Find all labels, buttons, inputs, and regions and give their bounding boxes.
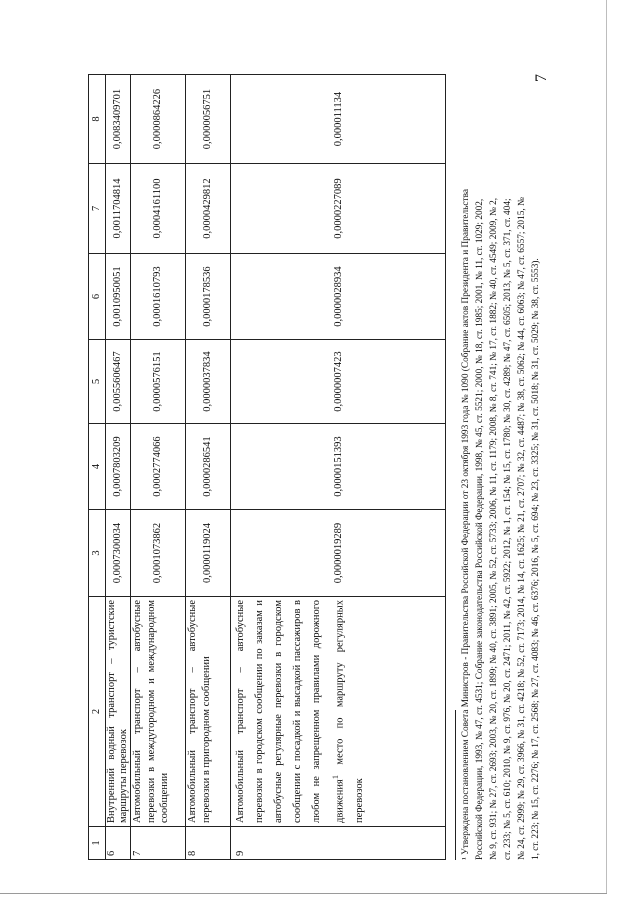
header-cell: 7 (89, 164, 106, 254)
footnote-line: Российской Федерации, 1993, № 47, ст. 4531; Собрание законодательства Российской Федерации, 1998, № 45, ст. 5521; 2000, № 18, ст. 1985; 2001, № 11, ст. 1029; 2002, (475, 198, 485, 860)
value-cell: 0,0000576151 (131, 340, 186, 424)
value-cell: 0,0000864226 (131, 75, 186, 164)
table-row (106, 75, 131, 860)
header-cell: 8 (89, 75, 106, 164)
row-description: Автомобильный транспорт – автобусные перевозки в междугородном и международном сообщении (131, 597, 186, 827)
row-description-text-end: место по маршруту регулярных перевозок (334, 600, 365, 823)
footnote-separator (455, 710, 456, 860)
value-cell: 0,0000178536 (186, 254, 231, 340)
value-cell: 0,0000151393 (231, 424, 446, 510)
value-cell: 0,0007803209 (106, 424, 131, 510)
footnote-line: № 9, ст. 931; № 27, ст. 2693; 2003, № 20, ст. 1899; № 40, ст. 3891; 2005, № 52, ст. 5733; 2006, № 11, ст. 1179; 2008, № 8, ст. 741; № 17, ст. 1882; № 40, ст. 4549; 2009, № 2, (489, 197, 499, 860)
value-cell: 0,0000056751 (186, 75, 231, 164)
page-number: 7 (533, 74, 550, 82)
row-number: 7 (131, 827, 186, 860)
value-cell: 0,000011134 (231, 75, 446, 164)
footnote-ref: 1 (330, 774, 340, 780)
value-cell: 0,0001610793 (131, 254, 186, 340)
header-cell: 4 (89, 424, 106, 510)
value-cell: 0,0011704814 (106, 164, 131, 254)
header-cell: 5 (89, 340, 106, 424)
row-description: Внутренний водный транспорт – туристские маршруты перевозок (106, 597, 131, 827)
footnote-line: ¹ Утверждена постановлением Совета Министров - Правительства Российской Федерации от 23 октября 1993 года № 1090 (Собрание актов Президента и Правительства (461, 189, 471, 860)
header-cell: 3 (89, 510, 106, 597)
page-edge-right (606, 0, 607, 893)
row-description (231, 597, 446, 827)
row-number: 6 (106, 827, 131, 860)
value-cell: 0,0000037834 (186, 340, 231, 424)
footnote-line: ст. 233; № 5, ст. 610; 2010, № 9, ст. 976, № 20, ст. 2471; 2011, № 42, ст. 5922; 2012, № 1, ст. 154; № 15, ст. 1780; № 30, ст. 4289; № 47, ст. 6505; 2013, № 5, ст. 371, ст. 404; (503, 198, 513, 860)
value-cell: 0,0001073862 (131, 510, 186, 597)
footnote-line: 1, ст. 223; № 15, ст. 2276; № 17, ст. 2568; № 27, ст. 4083; № 46, ст. 6376; 2016, № 5, ст. 694; № 23, ст. 3325; № 31, ст. 5018; № 31, ст. 5029; № 38, ст. 5553). (531, 258, 541, 860)
value-cell: 0,0010950051 (106, 254, 131, 340)
footnote-line: № 24, ст. 2999; № 29, ст. 3966, № 31, ст. 4218; № 52, ст. 7173; 2014, № 14, ст. 1625; № 21, ст. 2707; № 32, ст. 4487; № 38, ст. 5062; № 44, ст. 6063; № 47, ст. 6557; 2015, № (517, 197, 527, 860)
value-cell: 0,0007300034 (106, 510, 131, 597)
footnote (459, 75, 543, 860)
value-cell: 0,0004161100 (131, 164, 186, 254)
rotated-page-content (75, 60, 565, 870)
value-cell: 0,0083409701 (106, 75, 131, 164)
table-row (131, 75, 186, 860)
value-cell: 0,0000007423 (231, 340, 446, 424)
value-cell: 0,0055606467 (106, 340, 131, 424)
header-cell: 1 (89, 827, 106, 860)
value-cell: 0,0002774066 (131, 424, 186, 510)
header-cell: 2 (89, 597, 106, 827)
value-cell: 0,0000286541 (186, 424, 231, 510)
value-cell: 0,0000429812 (186, 164, 231, 254)
table-row (186, 75, 231, 860)
row-description-text: Автомобильный транспорт – автобусные перевозки в городском сообщении по заказам и автобусные регулярные перевозки в городском сообщении с посадкой и высадкой пассажиров в любом не запрещенном правилами дорожного движения (235, 600, 346, 823)
row-number: 8 (186, 827, 231, 860)
value-cell: 0,0000019289 (231, 510, 446, 597)
coefficients-table (88, 74, 446, 860)
header-cell: 6 (89, 254, 106, 340)
row-number: 9 (231, 827, 446, 860)
table-header-row (89, 75, 106, 860)
row-description: Автомобильный транспорт – автобусные перевозки в пригородном сообщении (186, 597, 231, 827)
value-cell: 0,0000227089 (231, 164, 446, 254)
value-cell: 0,0000028934 (231, 254, 446, 340)
table-row (231, 75, 446, 860)
page-edge-bottom (0, 893, 607, 894)
value-cell: 0,0000119024 (186, 510, 231, 597)
